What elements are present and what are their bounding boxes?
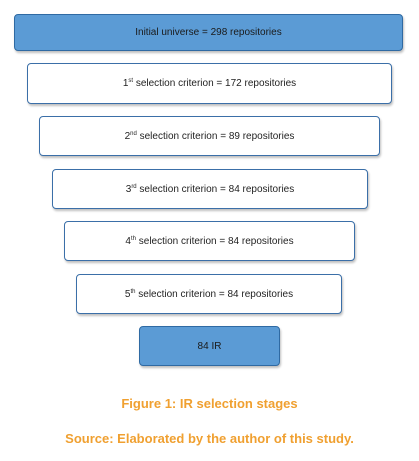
result-box: [139, 326, 280, 366]
stage-3-label: 3rd selection criterion = 84 repositories: [125, 183, 295, 195]
stage-5-label: 5th selection criterion = 84 repositories: [124, 288, 294, 300]
stage-1-label: 1st selection criterion = 172 repositories: [122, 78, 297, 89]
initial-universe-box: [14, 14, 403, 51]
stage-2-box: [39, 116, 380, 156]
figure-source: Source: Elaborated by the author of this study.: [65, 431, 354, 446]
stage-1-box: [27, 63, 392, 104]
figure-title: Figure 1: IR selection stages: [121, 396, 298, 411]
result-label: 84 IR: [197, 340, 222, 352]
stage-4-label: 4th selection criterion = 84 repositories: [125, 235, 294, 247]
initial-universe-label: Initial universe = 298 repositories: [135, 27, 282, 38]
stage-2-label: 2nd selection criterion = 89 repositories: [124, 130, 295, 142]
stage-4-box: [64, 221, 355, 261]
stage-3-box: [52, 169, 368, 209]
stage-5-box: [76, 274, 342, 314]
